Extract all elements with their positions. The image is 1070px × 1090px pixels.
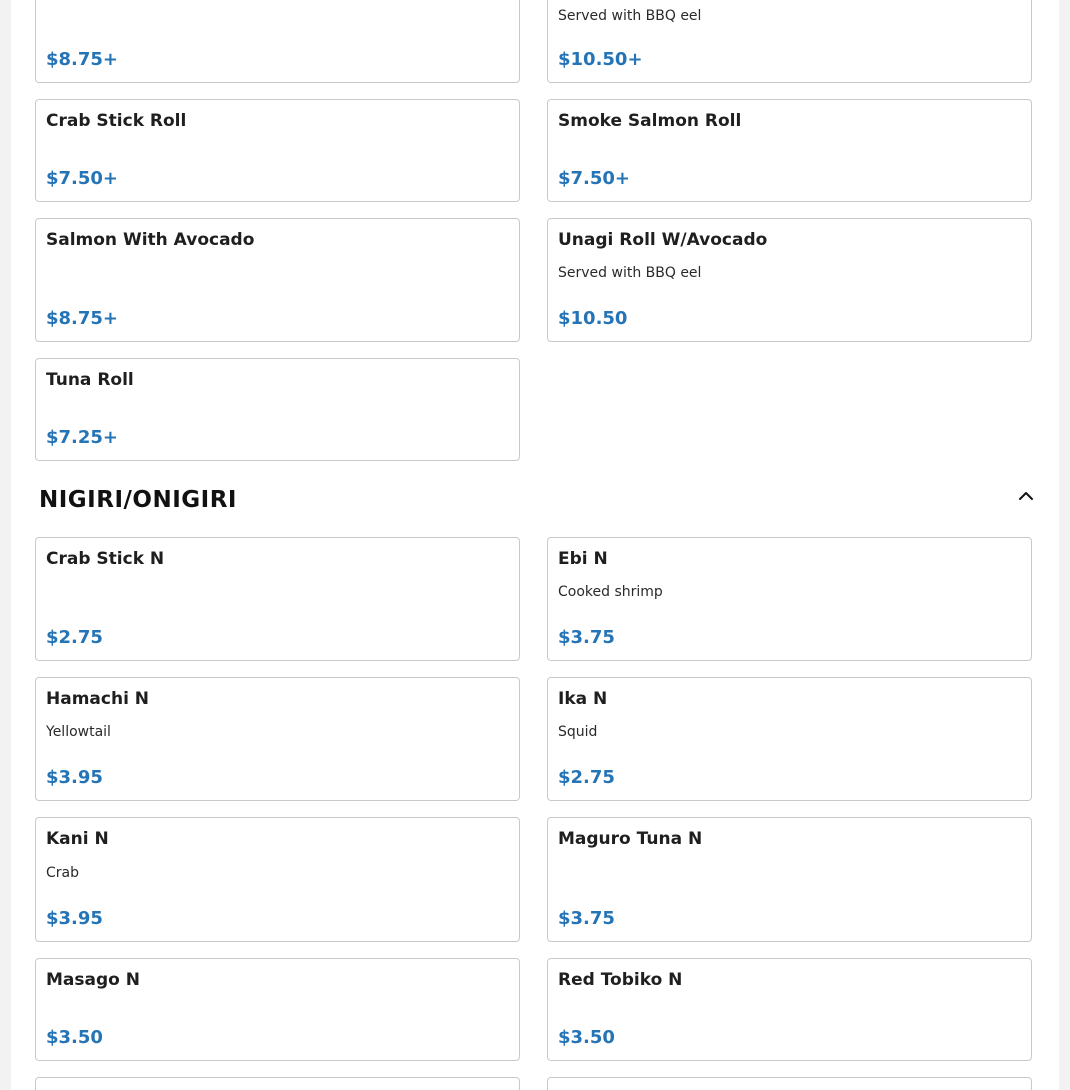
- item-price: $10.50+: [558, 49, 643, 70]
- item-name: Crab Stick Roll: [46, 111, 187, 131]
- item-description: Squid: [558, 724, 598, 740]
- item-description: Served with BBQ eel: [558, 8, 702, 24]
- item-description: Cooked shrimp: [558, 584, 663, 600]
- menu-item-card[interactable]: [35, 537, 520, 661]
- menu-item-card[interactable]: [35, 817, 520, 942]
- menu-item-card[interactable]: [35, 218, 520, 342]
- item-name: Crab Stick N: [46, 549, 165, 569]
- menu-item-card[interactable]: [547, 677, 1032, 801]
- item-name: Unagi Roll W/Avocado: [558, 230, 768, 250]
- menu-item-card[interactable]: [35, 1077, 520, 1090]
- item-description: Yellowtail: [46, 724, 111, 740]
- menu-item-card[interactable]: [35, 958, 520, 1061]
- item-name: Tuna Roll: [46, 370, 134, 390]
- item-price: $3.75: [558, 627, 615, 648]
- item-name: Hamachi N: [46, 689, 150, 709]
- item-name: Salmon With Avocado: [46, 230, 255, 250]
- section-header-nigiri[interactable]: [39, 482, 1035, 522]
- item-price: $8.75+: [46, 308, 119, 329]
- item-price: $3.50: [46, 1027, 103, 1048]
- chevron-up-icon[interactable]: [1017, 488, 1035, 504]
- menu-item-card[interactable]: [35, 358, 520, 461]
- item-price: $3.75: [558, 908, 615, 929]
- menu-item-card[interactable]: [547, 958, 1032, 1061]
- menu-item-card[interactable]: [547, 99, 1032, 202]
- menu-page: [11, 0, 1059, 1090]
- item-price: $3.50: [558, 1027, 615, 1048]
- section-title: NIGIRI/ONIGIRI: [39, 487, 237, 513]
- item-price: $7.25+: [46, 427, 119, 448]
- item-price: $2.75: [558, 767, 615, 788]
- menu-item-card[interactable]: [547, 817, 1032, 942]
- menu-item-card[interactable]: [35, 0, 520, 83]
- menu-item-card[interactable]: [35, 677, 520, 801]
- item-description: Served with BBQ eel: [558, 265, 702, 281]
- menu-item-card[interactable]: [547, 537, 1032, 661]
- item-name: Masago N: [46, 970, 140, 990]
- item-name: Ika N: [558, 689, 608, 709]
- item-price: $7.50+: [46, 168, 119, 189]
- item-price: $3.95: [46, 908, 103, 929]
- item-price: $3.95: [46, 767, 103, 788]
- menu-item-card[interactable]: [547, 218, 1032, 342]
- item-price: $10.50: [558, 308, 628, 329]
- menu-item-card[interactable]: [547, 0, 1032, 83]
- item-name: Smoke Salmon Roll: [558, 111, 742, 131]
- item-price: $7.50+: [558, 168, 631, 189]
- item-name: Kani N: [46, 829, 109, 849]
- item-name: Maguro Tuna N: [558, 829, 703, 849]
- item-price: $2.75: [46, 627, 103, 648]
- item-name: Red Tobiko N: [558, 970, 683, 990]
- item-name: Ebi N: [558, 549, 608, 569]
- menu-item-card[interactable]: [35, 99, 520, 202]
- item-price: $8.75+: [46, 49, 119, 70]
- item-description: Crab: [46, 865, 79, 881]
- menu-item-card[interactable]: [547, 1077, 1032, 1090]
